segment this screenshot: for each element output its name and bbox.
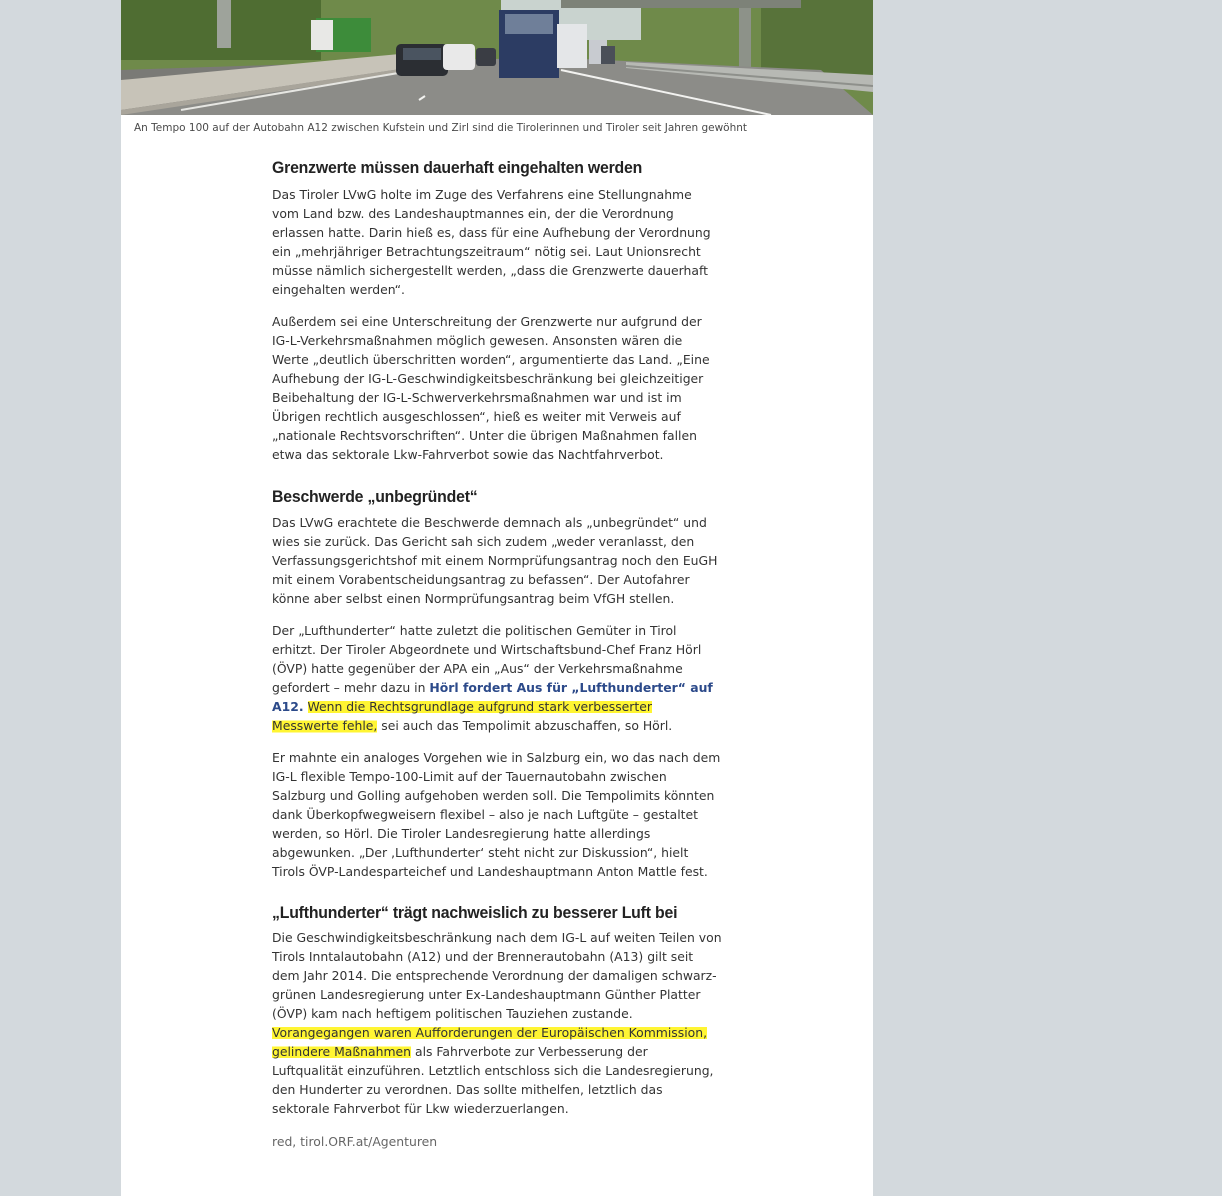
paragraph: Das Tiroler LVwG holte im Zuge des Verfahrens eine Stellungnahme vom Land bzw. des Landeshauptmannes ein, der die Verordnung erlassen hatte. Darin hieß es, dass für eine Aufhebung der Verordnung ein „mehrjähriger Betrachtungszeitraum“ nötig sei. Laut Unionsrecht müsse nämlich sichergestellt werden, „dass die Grenzwerte dauerhaft eingehalten werden“. [272, 187, 711, 297]
article-link-hoerl[interactable]: Hörl fordert Aus für „Lufthunderter“ auf A12. [272, 680, 713, 714]
section-heading-wrapper [272, 157, 722, 179]
photo-caption: An Tempo 100 auf der Autobahn A12 zwischen Kufstein und Zirl sind die Tirolerinnen und Tiroler seit Jahren gewöhnt [134, 122, 748, 134]
paragraph-with-highlight [272, 928, 722, 1118]
article-source: red, tirol.ORF.at/Agenturen [272, 1134, 438, 1149]
section-heading-lufthunderter: „Lufthunderter“ trägt nachweislich zu besserer Luft bei [272, 903, 678, 922]
section-heading-wrapper [272, 902, 722, 924]
article-body [272, 153, 722, 1151]
highlighted-text: Vorangegangen waren Aufforderungen der Europäischen Kommission, gelindere Maßnahmen [272, 1025, 708, 1059]
article-page [121, 0, 873, 1196]
paragraph-text: Der „Lufthunderter“ hatte zuletzt die politischen Gemüter in Tirol erhitzt. Der Tiroler Abgeordnete und Wirtschaftsbund-Chef Franz Hörl (ÖVP) hatte gegenüber der APA ein „Aus“ der Verkehrsmaßnahme gefordert – mehr dazu in [272, 623, 702, 695]
section-heading-grenzwerte: Grenzwerte müssen dauerhaft eingehalten werden [272, 158, 643, 177]
paragraph: Er mahnte ein analoges Vorgehen wie in Salzburg ein, wo das nach dem IG-L flexible Tempo-100-Limit auf der Tauernautobahn zwischen Salzburg und Golling aufgehoben werden soll. Die Tempolimits könnten dank Überkopfwegweisern flexibel – also je nach Luftgüte – gestaltet werden, so Hörl. Die Tiroler Landesregierung hatte allerdings abgewunken. „Der ‚Lufthunderter‘ steht nicht zur Diskussion“, hielt Tirols ÖVP-Landesparteichef und Landeshauptmann Anton Mattle fest. [272, 750, 721, 879]
paragraph: Außerdem sei eine Unterschreitung der Grenzwerte nur aufgrund der IG-L-Verkehrsmaßnahmen möglich gewesen. Ansonsten wären die Werte „deutlich überschritten worden“, argumentierte das Land. „Eine Aufhebung der IG-L-Geschwindigkeitsbeschränkung bei gleichzeitiger Beibehaltung der IG-L-Schwerverkehrsmaßnahmen war und ist im Übrigen rechtlich ausgeschlossen“, hieß es weiter mit Verweis auf „nationale Rechtsvorschriften“. Unter die übrigen Maßnahmen fallen etwa das sektorale Lkw-Fahrverbot sowie das Nachtfahrverbot. [272, 314, 710, 462]
paragraph-text: als Fahrverbote zur Verbesserung der Luftqualität einzuführen. Letztlich entschloss sich die Landesregierung, den Hunderter zu verordnen. Das sollte mithelfen, letztlich das sektorale Fahrverbot für Lkw wiederzuerlangen. [272, 1044, 714, 1116]
article-photo [121, 0, 873, 115]
highlighted-text: Wenn die Rechtsgrundlage aufgrund stark verbesserter Messwerte fehle, [272, 699, 652, 733]
paragraph-text: sei auch das Tempolimit abzuschaffen, so Hörl. [377, 718, 673, 733]
section-heading-beschwerde: Beschwerde „unbegründet“ [272, 487, 478, 506]
paragraph: Das LVwG erachtete die Beschwerde demnach als „unbegründet“ und wies sie zurück. Das Gericht sah sich zudem „weder veranlasst, den Verfassungsgerichtshof mit einem Normprüfungsantrag noch den EuGH mit einem Vorabentscheidungsantrag zu befassen“. Der Autofahrer könne aber selbst einen Normprüfungsantrag beim VfGH stellen. [272, 515, 718, 606]
paragraph-with-link [272, 621, 722, 735]
paragraph-text: Die Geschwindigkeitsbeschränkung nach dem IG-L auf weiten Teilen von Tirols Inntalautobahn (A12) und der Brennerautobahn (A13) gilt seit dem Jahr 2014. Die entsprechende Verordnung der damaligen schwarz-grünen Landesregierung unter Ex-Landeshauptmann Günther Platter (ÖVP) kam nach heftigem politischen Tauziehen zustande. [272, 930, 722, 1021]
